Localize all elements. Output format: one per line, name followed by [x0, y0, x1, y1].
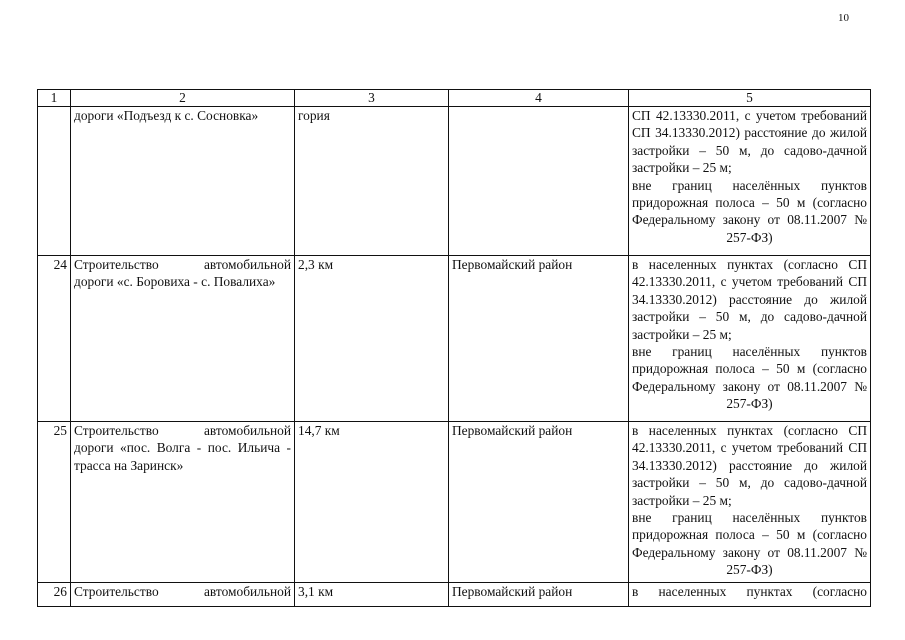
table-header-row	[38, 90, 871, 107]
row-number: 25	[38, 422, 71, 583]
protection-zone-cell	[629, 256, 871, 422]
object-name-cell: Строительство автомобильной	[71, 583, 295, 607]
column-header-3: 3	[295, 90, 449, 107]
length-cell: 3,1 км	[295, 583, 449, 607]
table-row	[38, 256, 871, 422]
row-number: 26	[38, 583, 71, 607]
zone-text: СП 42.13330.2011, с учетом требований СП 34.13330.2012) расстояние до жилой застройки – 50 м, до садово-дачной застройки – 25 м;	[632, 108, 867, 176]
object-name-cell: Строительство автомобильной дороги «пос. Волга - пос. Ильича - трасса на Заринск»	[71, 422, 295, 583]
zone-text: в населенных пунктах (согласно СП 42.13330.2011, с учетом требований СП 34.13330.2012) расстояние до жилой застройки – 50 м, до садово-дачной застройки – 25 м;	[632, 257, 867, 342]
length-cell: 2,3 км	[295, 256, 449, 422]
district-cell	[449, 107, 629, 256]
district-cell: Первомайский район	[449, 583, 629, 607]
column-header-5: 5	[629, 90, 871, 107]
page-number: 10	[838, 12, 849, 24]
length-cell: гория	[295, 107, 449, 256]
district-cell: Первомайский район	[449, 422, 629, 583]
row-number: 24	[38, 256, 71, 422]
column-header-1: 1	[38, 90, 71, 107]
length-cell: 14,7 км	[295, 422, 449, 583]
column-header-4: 4	[449, 90, 629, 107]
zone-extra-text: вне границ населённых пунктов придорожная полоса – 50 м (согласно Федеральному закону от 08.11.2007 № 257-ФЗ)	[632, 510, 867, 578]
protection-zone-cell: в населенных пунктах (согласно	[629, 583, 871, 607]
data-table	[37, 89, 871, 607]
table-row	[38, 583, 871, 607]
zone-text: в населенных пунктах (согласно СП 42.13330.2011, с учетом требований СП 34.13330.2012) расстояние до жилой застройки – 50 м, до садово-дачной застройки – 25 м;	[632, 423, 867, 508]
protection-zone-cell	[629, 422, 871, 583]
protection-zone-cell	[629, 107, 871, 256]
row-number	[38, 107, 71, 256]
table-row	[38, 422, 871, 583]
object-name-cell: Строительство автомобильной дороги «с. Боровиха - с. Повалиха»	[71, 256, 295, 422]
column-header-2: 2	[71, 90, 295, 107]
zone-extra-text: вне границ населённых пунктов придорожная полоса – 50 м (согласно Федеральному закону от 08.11.2007 № 257-ФЗ)	[632, 177, 867, 245]
object-name-cell: дороги «Подъезд к с. Сосновка»	[71, 107, 295, 256]
district-cell: Первомайский район	[449, 256, 629, 422]
table-row	[38, 107, 871, 256]
zone-extra-text: вне границ населённых пунктов придорожная полоса – 50 м (согласно Федеральному закону от 08.11.2007 № 257-ФЗ)	[632, 344, 867, 412]
